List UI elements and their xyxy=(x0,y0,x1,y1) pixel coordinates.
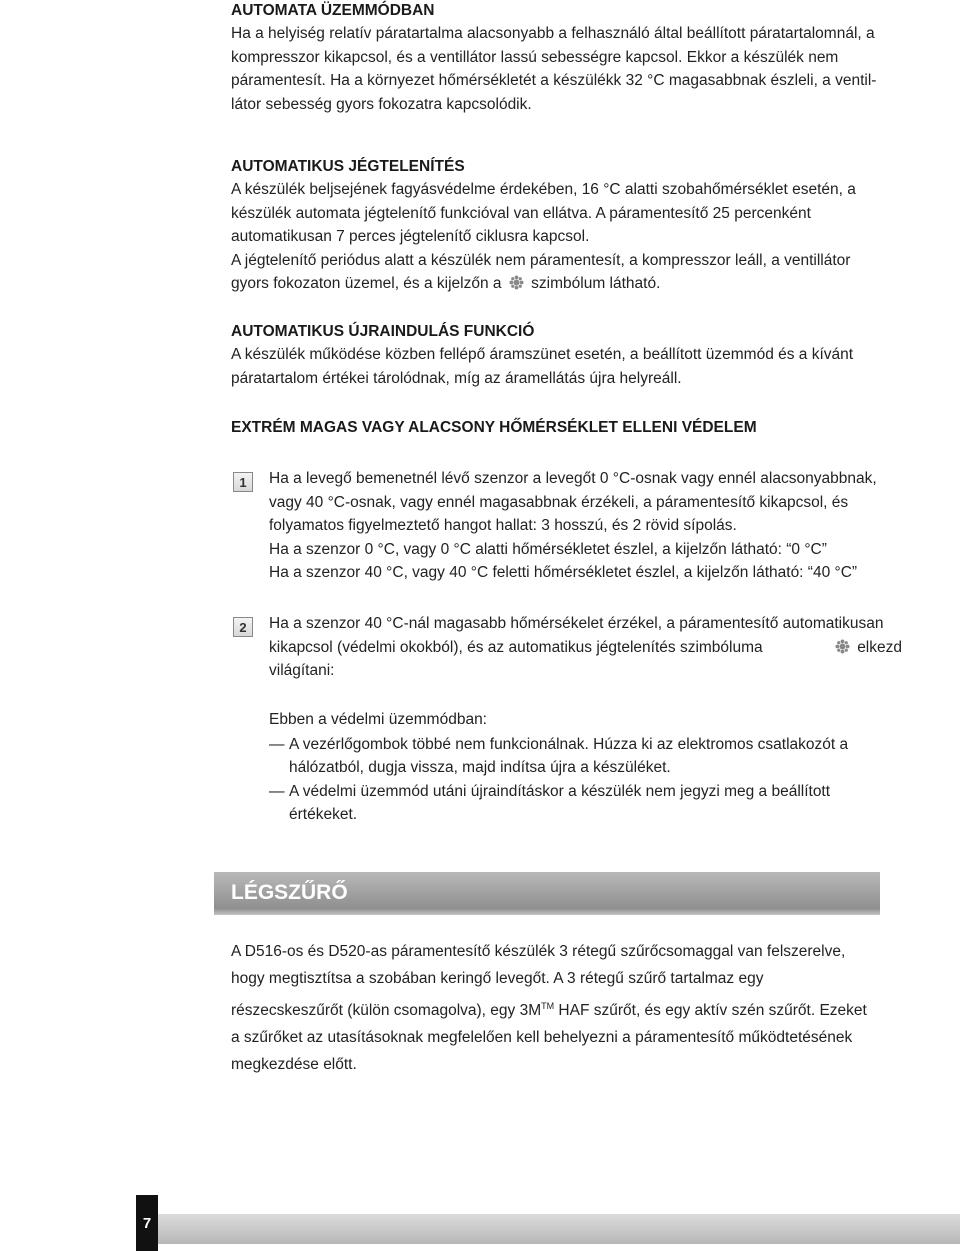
auto-mode-line: látor sebesség gyors fokozatra kapcsolódik. xyxy=(231,95,532,113)
filter-line: a szűrőket az utasításoknak megfelelően kell behelyezni a páramentesítő működtetésének xyxy=(231,1029,853,1047)
trademark-superscript: TM xyxy=(541,1000,555,1011)
defrost-line: A készülék beljsejének fagyásvédelme érdekében, 16 °C alatti szobahőmérséklet esetén, a xyxy=(231,181,856,198)
filter-line: megkezdése előtt. xyxy=(231,1056,357,1074)
restart-text xyxy=(231,343,898,390)
auto-mode-text xyxy=(231,22,898,116)
protection-bullet-line: értékeket. xyxy=(289,806,358,823)
page-number: 7 xyxy=(142,1214,152,1232)
footer-bar xyxy=(158,1214,960,1244)
temp-protection-heading: EXTRÉM MAGAS VAGY ALACSONY HŐMÉRSÉKLET ELLENI VÉDELEM xyxy=(231,419,757,436)
temp-item-2-text xyxy=(269,612,902,683)
temp-item-1-text xyxy=(269,467,902,585)
auto-mode-line: kompresszor kikapcsol, és a ventillátor lassú sebességre kapcsol. Ekkor a készülék nem xyxy=(231,48,839,66)
step-1-icon: 1 xyxy=(233,472,253,492)
filter-line: hogy megtisztítsa a szobában keringő levegőt. A 3 rétegű szűrő tartalmaz egy xyxy=(231,970,764,988)
filter-text xyxy=(231,938,898,1079)
temp-item-2-line-before: kikapcsol (védelmi okokból), és az automatikus jégtelenítés szimbóluma xyxy=(269,638,763,656)
auto-mode-heading: AUTOMATA ÜZEMMÓDBAN xyxy=(231,2,435,19)
dash-marker: — xyxy=(269,782,285,800)
defrost-line-after: szimbólum látható. xyxy=(531,275,661,292)
temp-item-2-line: világítani: xyxy=(269,662,335,679)
defrost-line xyxy=(231,272,898,296)
protection-bullet xyxy=(269,733,902,780)
dash-marker: — xyxy=(269,735,285,753)
filter-line-after: HAF szűrőt, és egy aktív szén szűrőt. Ezeket xyxy=(554,1001,867,1019)
protection-bullet-line: A vezérlőgombok többé nem funkcionálnak. Húzza ki az elektromos csatlakozót a xyxy=(289,735,849,753)
defrost-text xyxy=(231,178,898,296)
filter-line: A D516-os és D520-as páramentesítő készülék 3 rétegű szűrőcsomaggal van felszerelve, xyxy=(231,943,846,960)
defrost-line: készülék automata jégtelenítő funkcióval van ellátva. A páramentesítő 25 percenként xyxy=(231,204,811,222)
protection-mode-intro: Ebben a védelmi üzemmódban: xyxy=(269,711,487,728)
restart-line: A készülék működése közben fellépő áramszünet esetén, a beállított üzemmód és a kívánt xyxy=(231,346,854,363)
temp-item-2-line: Ha a szenzor 40 °C-nál magasabb hőmérsékelet érzékel, a páramentesítő automatikusan xyxy=(269,615,884,632)
protection-bullet-line: A védelmi üzemmód utáni újraindításkor a készülék nem jegyzi meg a beállított xyxy=(289,782,831,800)
page-number-box xyxy=(136,1195,158,1251)
temp-item-1-line: Ha a szenzor 40 °C, vagy 40 °C feletti hőmérsékletet észlel, a kijelzőn látható: “40 °C” xyxy=(269,564,858,581)
auto-mode-line: Ha a helyiség relatív páratartalma alacsonyabb a felhasználó által beállított páratartalomnál, a xyxy=(231,25,875,42)
defrost-heading: AUTOMATIKUS JÉGTELENÍTÉS xyxy=(231,158,465,175)
protection-mode-block xyxy=(269,708,902,827)
filter-section-band xyxy=(214,872,880,915)
protection-bullet xyxy=(269,780,902,827)
temp-item-2-line-after: elkezd xyxy=(857,638,902,656)
temp-item-1-line: Ha a levegő bemenetnél lévő szenzor a levegőt 0 °C-osnak vagy ennél alacsonyabbnak, xyxy=(269,470,877,487)
temp-item-1-line: vagy 40 °C-osnak, vagy ennél magasabbnak érzékeli, a páramentesítő kikapcsol, és xyxy=(269,493,849,511)
defrost-line: A jégtelenítő periódus alatt a készülék nem páramentesít, a kompresszor leáll, a ventillátor xyxy=(231,251,851,269)
temp-item-1-line: folyamatos figyelmeztető hangot hallat: 3 hosszú, és 2 rövid sípolás. xyxy=(269,517,737,534)
restart-line: páratartalom értékei tárolódnak, míg az áramellátás újra helyreáll. xyxy=(231,369,682,387)
filter-line xyxy=(231,993,898,1024)
temp-item-2-line xyxy=(269,636,902,660)
filter-section-title: LÉGSZŰRŐ xyxy=(231,881,348,904)
defrost-line-before: gyors fokozaton üzemel, és a kijelzőn a xyxy=(231,275,502,292)
auto-mode-line: páramentesít. Ha a környezet hőmérsékletét a készülékk 32 °C magasabbnak észleli, a ventil- xyxy=(231,72,877,89)
filter-line-before: részecskeszűrőt (külön csomagolva), egy 3M xyxy=(231,1001,542,1019)
defrost-symbol-icon xyxy=(835,639,850,654)
defrost-symbol-icon xyxy=(509,275,524,290)
temp-item-1-line: Ha a szenzor 0 °C, vagy 0 °C alatti hőmérsékletet észlel, a kijelzőn látható: “0 °C” xyxy=(269,540,827,558)
defrost-line: automatikusan 7 perces jégtelenítő ciklusra kapcsol. xyxy=(231,228,590,245)
step-2-icon: 2 xyxy=(233,617,253,637)
restart-heading: AUTOMATIKUS ÚJRAINDULÁS FUNKCIÓ xyxy=(231,323,535,340)
protection-bullet-line: hálózatból, dugja vissza, majd indítsa újra a készüléket. xyxy=(289,759,671,776)
